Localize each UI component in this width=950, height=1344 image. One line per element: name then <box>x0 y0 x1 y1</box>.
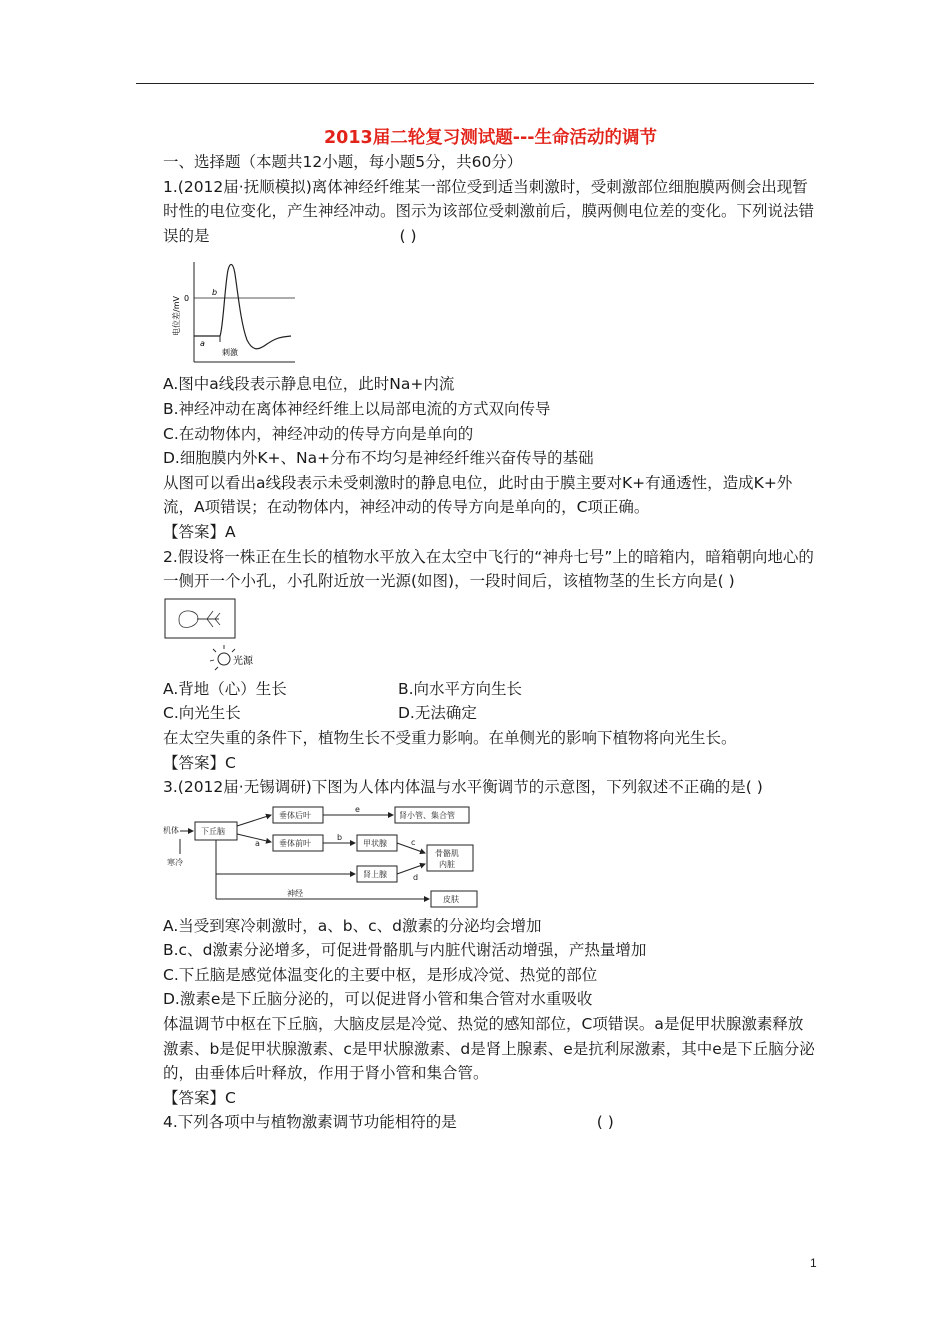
q2-plant-box-figure <box>163 597 283 675</box>
q3-ggj-label: 骨骼肌 <box>435 848 459 858</box>
q3-regulation-diagram <box>163 804 493 914</box>
q1-option-d: D.细胞膜内外K+、Na+分布不均匀是神经纤维兴奋传导的基础 <box>163 449 594 468</box>
section-heading: 一、选择题（本题共12小题，每小题5分，共60分） <box>163 153 523 171</box>
q2-stem: 2.假设将一株正在生长的植物水平放入在太空中飞行的“神舟七号”上的暗箱内，暗箱朝向地心的一侧开一个小孔，小孔附近放一光源(如图)，一段时间后，该植物茎的生长方向是( ) <box>163 547 814 591</box>
q2-option-d: D.无法确定 <box>398 704 477 723</box>
q3-option-a: A.当受到寒冷刺激时，a、b、c、d激素的分泌均会增加 <box>163 916 542 935</box>
page-number: 1 <box>810 1256 817 1270</box>
q1-option-a: A.图中a线段表示静息电位，此时Na+内流 <box>163 375 455 394</box>
q1-answer: 【答案】A <box>163 522 236 541</box>
q3-explanation: 体温调节中枢在下丘脑，大脑皮层是冷觉、热觉的感知部位，C项错误。a是促甲状腺激素释放激素、b是促甲状腺激素、c是甲状腺激素、d是肾上腺素、e是抗利尿激素，其中e是下丘脑分泌的，由垂体后叶释放，作用于肾小管和集合管。 <box>163 1015 815 1083</box>
q3-nz-label: 内脏 <box>439 859 455 869</box>
q2-option-c: C.向光生长 <box>163 704 241 723</box>
q2-options-row2 <box>163 701 818 726</box>
q1-stim-label: 刺激 <box>222 348 238 358</box>
q1-option-b: B.神经冲动在离体神经纤维上以局部电流的方式双向传导 <box>163 399 551 418</box>
q2-option-b: B.向水平方向生长 <box>398 679 523 698</box>
q1-option-c: C.在动物体内，神经冲动的传导方向是单向的 <box>163 424 474 443</box>
q3-option-b: B.c、d激素分泌增多，可促进骨骼肌与内脏代谢活动增强，产热量增加 <box>163 941 647 960</box>
q3-d-label: d <box>413 872 419 882</box>
q3-ctqy-label: 垂体前叶 <box>279 838 311 848</box>
q3-e-label: e <box>355 804 360 814</box>
q3-c-label: c <box>411 837 416 847</box>
q3-pf-label: 皮肤 <box>443 894 459 904</box>
q1-action-potential-figure <box>167 254 297 372</box>
q2-option-a: A.背地（心）生长 <box>163 679 287 698</box>
q3-b-label: b <box>337 832 343 842</box>
q2-light-label: 光源 <box>233 655 253 667</box>
q3-option-c: C.下丘脑是感觉体温变化的主要中枢，是形成冷觉、热觉的部位 <box>163 965 598 984</box>
q3-cthy-label: 垂体后叶 <box>279 810 311 820</box>
header-rule <box>136 83 814 84</box>
q3-xqn-label: 下丘脑 <box>201 826 225 836</box>
q1-a-label: a <box>200 339 205 349</box>
q3-jzx-label: 甲状腺 <box>363 838 387 848</box>
q3-sj-label: 神经 <box>287 888 303 898</box>
document-body <box>163 126 818 1135</box>
q3-stem: 3.(2012届·无锡调研)下图为人体内体温与水平衡调节的示意图，下列叙述不正确的是( ) <box>163 778 763 797</box>
q1-ylabel: 电位差/mV <box>172 296 181 337</box>
q1-b-label: b <box>212 288 218 298</box>
page-title: 2013届二轮复习测试题---生命活动的调节 <box>324 128 657 148</box>
q1-stem: 1.(2012届·抚顺模拟)离体神经纤维某一部位受到适当刺激时，受刺激部位细胞膜两侧会出现暂时性的电位变化，产生神经冲动。图示为该部位受刺激前后，膜两侧电位差的变化。下列说法错误的是 ( ) <box>163 177 815 245</box>
q3-a-label: a <box>255 838 260 848</box>
q3-jiti-label: 机体 <box>163 825 179 835</box>
q3-hanleng-label: 寒冷 <box>167 857 183 867</box>
q1-zero-label: 0 <box>184 294 190 304</box>
q3-answer: 【答案】C <box>163 1088 236 1107</box>
q2-options-row1 <box>163 677 818 702</box>
q3-sxg-label: 肾小管、集合管 <box>399 810 455 820</box>
q3-option-d: D.激素e是下丘脑分泌的，可以促进肾小管和集合管对水重吸收 <box>163 990 593 1009</box>
q3-sx-label: 肾上腺 <box>363 869 387 879</box>
q2-answer: 【答案】C <box>163 753 236 772</box>
q2-explanation: 在太空失重的条件下，植物生长不受重力影响。在单侧光的影响下植物将向光生长。 <box>163 728 737 747</box>
q4-stem: 4.下列各项中与植物激素调节功能相符的是 ( ) <box>163 1113 614 1132</box>
q1-explanation: 从图可以看出a线段表示未受刺激时的静息电位，此时由于膜主要对K+有通透性，造成K+外流，A项错误；在动物体内，神经冲动的传导方向是单向的，C项正确。 <box>163 473 793 517</box>
